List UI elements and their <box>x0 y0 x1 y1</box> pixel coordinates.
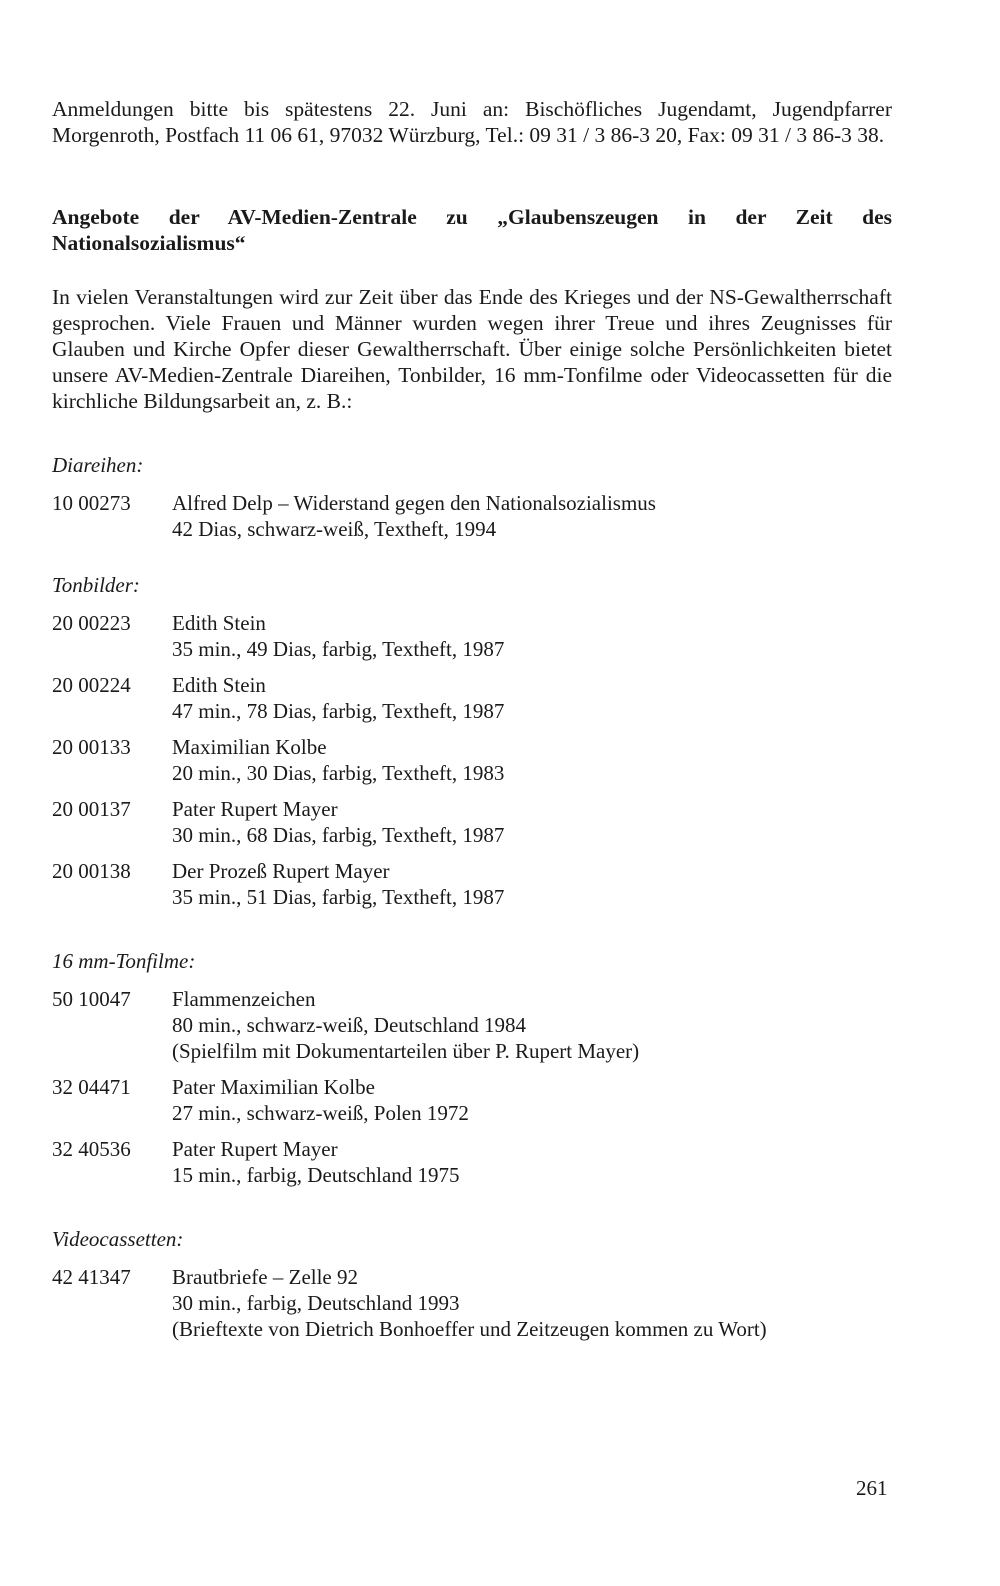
media-entry <box>52 1264 892 1342</box>
entry-number: 42 41347 <box>52 1265 131 1289</box>
entry-details: 27 min., schwarz-weiß, Polen 1972 <box>172 1101 469 1125</box>
section-label-diareihen: Diareihen: <box>52 453 144 477</box>
media-entry <box>52 986 892 1064</box>
entry-number: 20 00224 <box>52 673 131 697</box>
entry-details: 30 min., 68 Dias, farbig, Textheft, 1987 <box>172 823 505 847</box>
entry-title: Der Prozeß Rupert Mayer <box>172 859 390 883</box>
entry-number: 10 00273 <box>52 491 131 515</box>
entry-title: Brautbriefe – Zelle 92 <box>172 1265 359 1289</box>
media-entry <box>52 796 892 848</box>
media-entry <box>52 1136 892 1188</box>
entry-details: 35 min., 49 Dias, farbig, Textheft, 1987 <box>172 637 505 661</box>
page-number: 261 <box>856 1476 888 1500</box>
media-entry <box>52 610 892 662</box>
entry-details: 15 min., farbig, Deutschland 1975 <box>172 1163 460 1187</box>
entry-title: Pater Maximilian Kolbe <box>172 1075 375 1099</box>
media-entry <box>52 490 892 542</box>
media-entry <box>52 672 892 724</box>
section-label-videocassetten: Videocassetten: <box>52 1227 184 1251</box>
entry-title: Edith Stein <box>172 611 266 635</box>
entry-title: Pater Rupert Mayer <box>172 1137 338 1161</box>
body-paragraph: In vielen Veranstaltungen wird zur Zeit über das Ende des Krieges und der NS-Gewaltherrschaft gesprochen. Viele Frauen und Männer wurden wegen ihrer Treue und ihres Zeugnisses für Glauben und Kirche Opfer dieser Gewaltherrschaft. Über einige solche Persönlichkeiten bietet unsere AV-Medien-Zentrale Diareihen, Tonbilder, 16 mm-Tonfilme oder Videocassetten für die kirchliche Bildungsarbeit an, z. B.: <box>52 285 892 413</box>
entry-number: 32 40536 <box>52 1137 131 1161</box>
entry-number: 20 00137 <box>52 797 131 821</box>
section-label-tonfilme: 16 mm-Tonfilme: <box>52 949 196 973</box>
entry-number: 20 00223 <box>52 611 131 635</box>
entry-details: 20 min., 30 Dias, farbig, Textheft, 1983 <box>172 761 505 785</box>
entry-number: 20 00133 <box>52 735 131 759</box>
section-heading: Angebote der AV-Medien-Zentrale zu „Glaubenszeugen in der Zeit des Nationalsozialismus“ <box>52 205 892 255</box>
entry-title: Maximilian Kolbe <box>172 735 327 759</box>
entry-title: Pater Rupert Mayer <box>172 797 338 821</box>
entry-number: 32 04471 <box>52 1075 131 1099</box>
entry-details: 47 min., 78 Dias, farbig, Textheft, 1987 <box>172 699 505 723</box>
intro-paragraph: Anmeldungen bitte bis spätestens 22. Juni an: Bischöfliches Jugendamt, Jugendpfarrer Morgenroth, Postfach 11 06 61, 97032 Würzburg, Tel.: 09 31 / 3 86-3 20, Fax: 09 31 / 3 86-3 38. <box>52 97 892 147</box>
entry-number: 50 10047 <box>52 987 131 1011</box>
entry-title: Edith Stein <box>172 673 266 697</box>
media-entry <box>52 1074 892 1126</box>
entry-details: 42 Dias, schwarz-weiß, Textheft, 1994 <box>172 517 497 541</box>
entry-note: (Brieftexte von Dietrich Bonhoeffer und Zeitzeugen kommen zu Wort) <box>172 1317 767 1341</box>
entry-title: Alfred Delp – Widerstand gegen den Nationalsozialismus <box>172 491 656 515</box>
document-page <box>52 96 892 1342</box>
entry-note: (Spielfilm mit Dokumentarteilen über P. Rupert Mayer) <box>172 1039 640 1063</box>
section-label-tonbilder: Tonbilder: <box>52 573 140 597</box>
entry-number: 20 00138 <box>52 859 131 883</box>
entry-title: Flammenzeichen <box>172 987 316 1011</box>
media-entry <box>52 858 892 910</box>
entry-details: 80 min., schwarz-weiß, Deutschland 1984 <box>172 1013 526 1037</box>
entry-details: 30 min., farbig, Deutschland 1993 <box>172 1291 460 1315</box>
media-entry <box>52 734 892 786</box>
entry-details: 35 min., 51 Dias, farbig, Textheft, 1987 <box>172 885 505 909</box>
